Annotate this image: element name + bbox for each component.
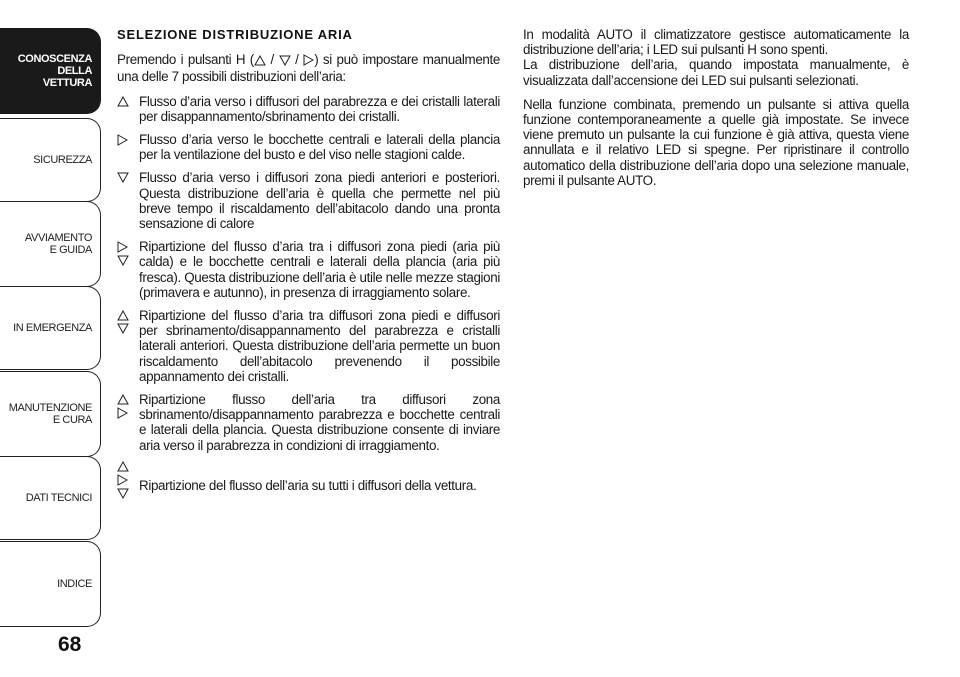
sidebar-tab-dati-tecnici[interactable] <box>0 456 101 540</box>
sidebar-tab-label: DATI TECNICI <box>25 492 92 504</box>
air-right-icon <box>117 134 139 148</box>
distribution-text: Flusso d’aria verso i diffusori zona piedi anteriori e posteriori. Questa distribuzione dell’aria è quella che permette nel più breve tempo il riscaldamento dell’abitacolo dando una pronta sensazione di calore <box>139 170 500 232</box>
air-right-icon <box>117 407 139 421</box>
sidebar-tab-indice[interactable] <box>0 541 101 627</box>
air-down-icon <box>117 172 139 185</box>
sidebar-tab-label: VETTURA <box>42 77 92 89</box>
air-up-icon <box>117 461 139 474</box>
distribution-text: Ripartizione del flusso d’aria tra i diffusori zona piedi (aria più calda) e le bocchette centrali e laterali della plancia (aria più fresca). Questa distribuzione dell’aria è utile nelle mezze stagioni (primavera e autunno), in presenza di irraggiamento solare. <box>139 239 501 300</box>
sidebar-tab-conoscenza-della-vettura[interactable] <box>0 28 101 114</box>
page-number: 68 <box>58 633 82 656</box>
intro-text-after: ) si può impostare manualmente una delle 7 possibili distribuzioni dell’aria: <box>117 52 500 85</box>
distribution-text: Flusso d’aria verso i diffusori del parabrezza e dei cristalli laterali per disappannamento/sbrinamento dei cristalli. <box>139 93 500 124</box>
distribution-text: Flusso d’aria verso le bocchette centrali e laterali della plancia per la ventilazione del busto e del viso nelle stagioni calde. <box>139 132 500 163</box>
left-column <box>117 27 500 501</box>
paragraph-combined: Nella funzione combinata, premendo un pulsante si attiva quella funzione contemporaneamente a quelle già impostate. Se invece viene premuto un pulsante la cui funzione è già attiva, questa viene annullata e il relativo LED si spegne. Per ripristinare il controllo automatico della distribuzione dell’aria dopo una selezione manuale, premi il pulsante AUTO. <box>523 96 909 188</box>
air-right-icon <box>117 241 139 255</box>
sidebar-tab-label: AVVIAMENTO <box>24 232 92 244</box>
distribution-item <box>117 392 500 453</box>
distribution-text: Ripartizione del flusso d’aria tra diffusori zona piedi e diffusori per sbrinamento/disappannamento del parabrezza e cristalli laterali anteriori. Questa distribuzione dell’aria permette un buon riscaldamento dell’abitacolo prevenendo il possibile appannamento dei cristalli. <box>139 308 500 384</box>
air-up-icon <box>254 54 266 69</box>
sidebar-tab-in-emergenza[interactable] <box>0 286 101 370</box>
sidebar-tab-label: E CURA <box>52 414 92 426</box>
air-down-icon <box>117 323 139 336</box>
distribution-icons <box>117 132 139 162</box>
distribution-icons <box>117 170 139 231</box>
section-heading: SELEZIONE DISTRIBUZIONE ARIA <box>117 27 353 42</box>
air-right-icon <box>303 54 314 69</box>
sidebar-tab-label: E GUIDA <box>49 244 92 256</box>
paragraph-auto-text: In modalità AUTO il climatizzatore gestisce automaticamente la distribuzione dell’aria; i LED sui pulsanti H sono spenti. <box>523 27 909 58</box>
distribution-text: Ripartizione del flusso dell’aria su tutti i diffusori della vettura. <box>139 477 477 493</box>
air-up-icon <box>117 394 139 407</box>
distribution-item-all <box>117 461 500 501</box>
paragraph-manual-text: La distribuzione dell’aria, quando impostata manualmente, è visualizzata dall’accensione dei LED sui pulsanti selezionati. <box>523 57 909 88</box>
distribution-icons <box>117 308 139 384</box>
distribution-item <box>117 94 500 124</box>
sidebar-tab-manutenzione-e-cura[interactable] <box>0 371 101 457</box>
distribution-item <box>117 170 500 231</box>
paragraph-auto-mode <box>523 27 909 88</box>
right-column <box>523 27 909 197</box>
sidebar-tab-label: IN EMERGENZA <box>13 322 92 334</box>
sidebar-tab-label: MANUTENZIONE <box>8 402 92 414</box>
sidebar-tab-label: SICUREZZA <box>33 154 92 166</box>
distribution-item <box>117 132 500 162</box>
air-down-icon <box>117 488 139 501</box>
air-down-icon <box>279 54 291 69</box>
distribution-icons <box>117 94 139 124</box>
air-up-icon <box>117 96 139 109</box>
sidebar-tab-avviamento-e-guida[interactable] <box>0 201 101 287</box>
air-right-icon <box>117 474 139 488</box>
sidebar-tab-label: CONOSCENZA <box>17 53 92 65</box>
sidebar-tab-label: DELLA <box>57 65 92 77</box>
sidebar-tab-label: INDICE <box>57 578 92 590</box>
sidebar-tab-sicurezza[interactable] <box>0 118 101 202</box>
air-up-icon <box>117 310 139 323</box>
intro-text-before: Premendo i pulsanti H ( <box>117 52 254 68</box>
distribution-item <box>117 239 500 300</box>
distribution-icons <box>117 392 139 453</box>
distribution-list <box>117 94 500 453</box>
air-down-icon <box>117 255 139 268</box>
intro-paragraph: Premendo i pulsanti H ( / / ) si può impostare manualmente una delle 7 possibili distribuzioni dell’aria: <box>117 52 500 85</box>
distribution-icons <box>117 461 139 501</box>
distribution-item <box>117 308 500 384</box>
distribution-text: Ripartizione flusso dell’aria tra diffusori zona sbrinamento/disappannamento parabrezza e bocchette centrali e laterali della plancia. Questa distribuzione consente di inviare aria verso il parabrezza in condizioni di irraggiamento. <box>139 392 500 453</box>
distribution-icons <box>117 239 139 300</box>
